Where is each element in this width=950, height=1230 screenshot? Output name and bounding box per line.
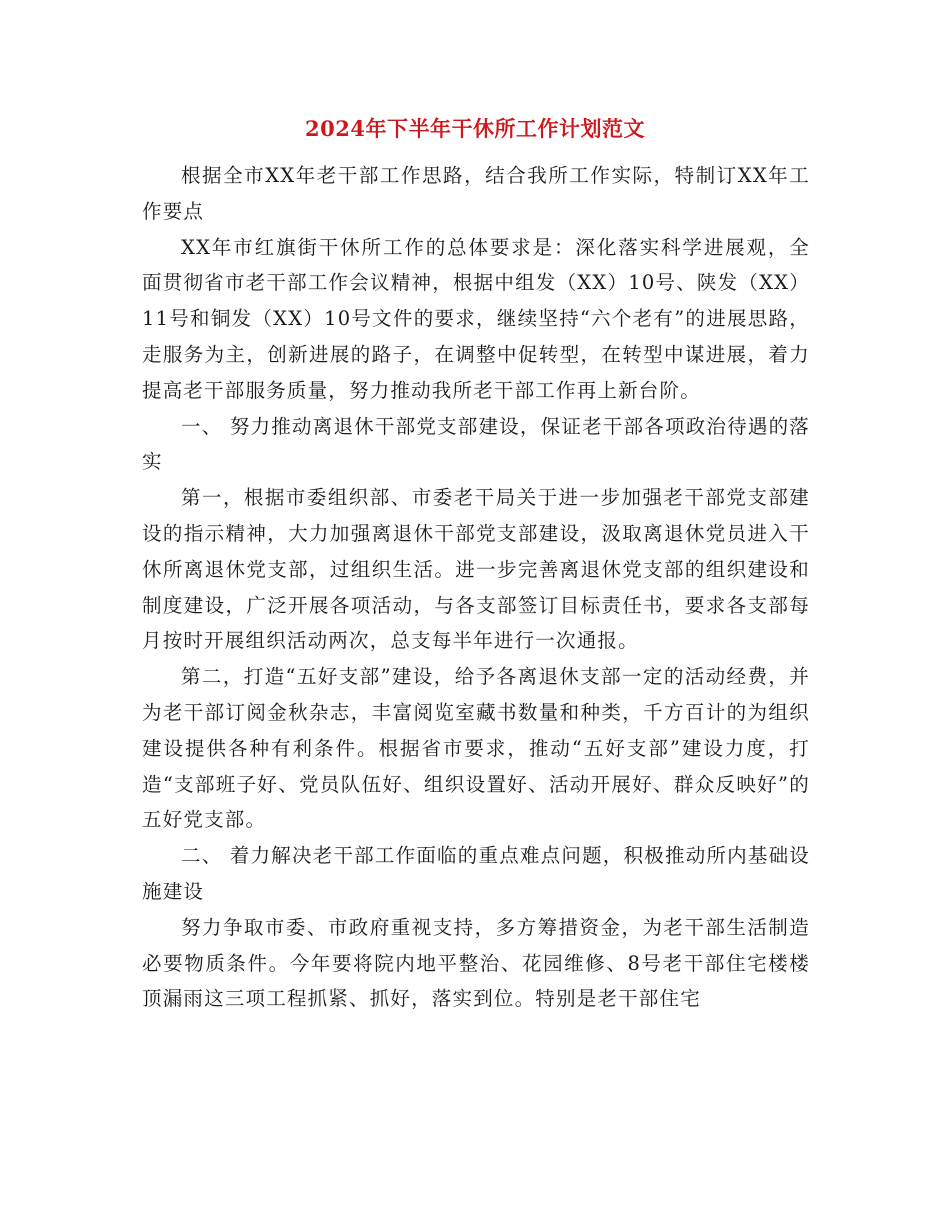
- document-title: 2024年下半年干休所工作计划范文: [305, 116, 645, 141]
- document-body: [142, 158, 810, 1017]
- section-heading-2: 二、 着力解决老干部工作面临的重点难点问题，积极推动所内基础设施建设: [142, 844, 810, 903]
- paragraph-first: 第一，根据市委组织部、市委老干局关于进一步加强老干部党支部建设的指示精神，大力加强离退休干部党支部建设，汲取离退休党员进入干休所离退休党支部，过组织生活。进一步完善离退休党支部的组织建设和制度建设，广泛开展各项活动，与各支部签订目标责任书，要求各支部每月按时开展组织活动两次，总支每半年进行一次通报。: [142, 486, 810, 653]
- section-heading-1: 一、 努力推动离退休干部党支部建设，保证老干部各项政治待遇的落实: [142, 414, 810, 474]
- paragraph-infrastructure: 努力争取市委、市政府重视支持，多方筹措资金，为老干部生活制造必要物质条件。今年要将院内地平整治、花园维修、8号老干部住宅楼楼顶漏雨这三项工程抓紧、抓好，落实到位。特别是老干部住宅: [142, 915, 810, 1011]
- paragraph-second: 第二，打造“五好支部”建设，给予各离退休支部一定的活动经费，并为老干部订阅金秋杂志，丰富阅览室藏书数量和种类，千方百计的为组织建设提供各种有利条件。根据省市要求，推动“五好支部”建设力度，打造“支部班子好、党员队伍好、组织设置好、活动开展好、群众反映好”的五好党支部。: [142, 665, 810, 832]
- paragraph-general-requirements: XX年市红旗街干休所工作的总体要求是：深化落实科学进展观，全面贯彻省市老干部工作会议精神，根据中组发（XX）10号、陕发（XX）11号和铜发（XX）10号文件的要求，继续坚持“六个老有”的进展思路，走服务为主，创新进展的路子，在调整中促转型，在转型中谋进展，着力提高老干部服务质量，努力推动我所老干部工作再上新台阶。: [142, 235, 810, 402]
- paragraph-intro: 根据全市XX年老干部工作思路，结合我所工作实际，特制订XX年工作要点: [142, 164, 810, 223]
